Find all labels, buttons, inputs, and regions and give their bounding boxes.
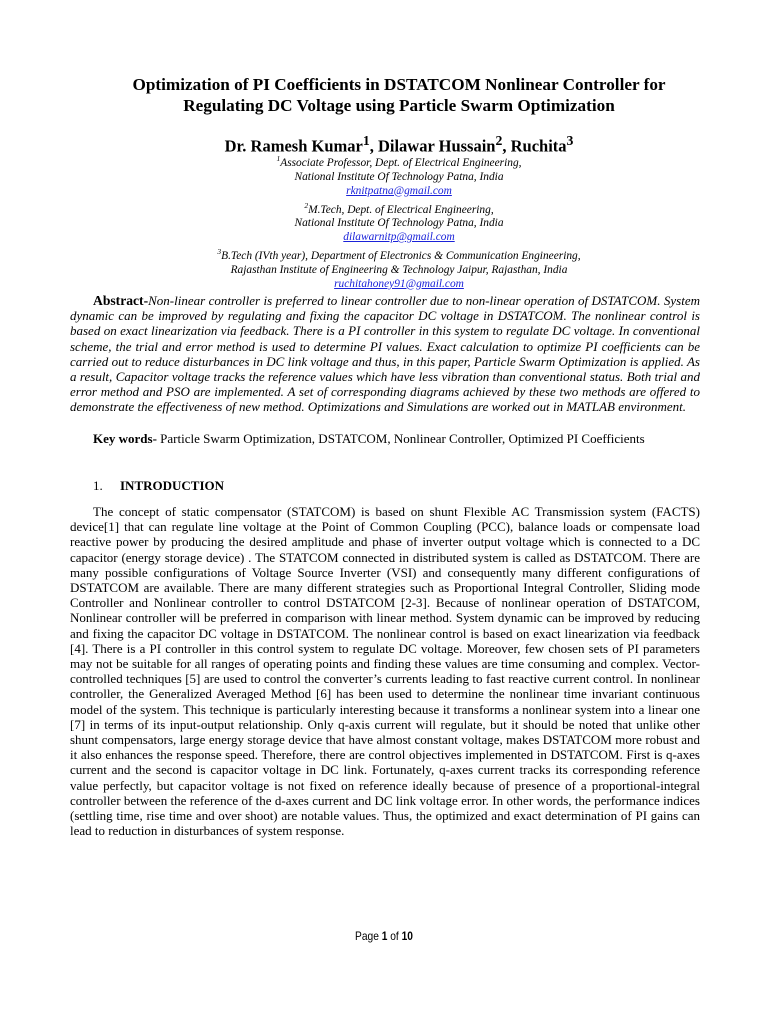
author-separator: , — [502, 136, 511, 156]
page-current: 1 — [381, 929, 388, 943]
abstract — [70, 293, 700, 415]
affiliation-superscript: 3 — [217, 247, 222, 257]
affiliation-superscript: 2 — [304, 200, 309, 210]
author-superscript: 1 — [362, 133, 370, 148]
email-link[interactable]: ruchitahoney91@gmail.com — [334, 277, 464, 290]
affiliation-block — [60, 152, 738, 292]
keywords — [70, 431, 700, 446]
author-name: Ruchita — [510, 136, 567, 156]
email-link[interactable]: dilawarnitp@gmail.com — [343, 231, 455, 244]
paper-title-line-2: Regulating DC Voltage using Particle Swarm Optimization — [183, 96, 615, 115]
affiliation-institute: Rajasthan Institute of Engineering & Technology Jaipur, Rajasthan, India — [230, 263, 568, 276]
author-name: Dr. Ramesh Kumar — [224, 136, 363, 156]
section-title: INTRODUCTION — [120, 478, 225, 493]
author-superscript: 3 — [566, 133, 574, 148]
paper-title-line-1: Optimization of PI Coefficients in DSTATCOM Nonlinear Controller for — [132, 75, 666, 94]
affiliation-institute: National Institute Of Technology Patna, India — [294, 170, 504, 183]
keywords-label: Key words- — [93, 431, 157, 446]
author-name: Dilawar Hussain — [377, 136, 496, 156]
introduction-paragraph: The concept of static compensator (STATCOM) is based on shunt Flexible AC Transmission system (FACTS) device[1] that can regulate line voltage at the Point of Common Coupling (PCC), balance loads or compensate load reactive power by producing the desired amplitude and phase of inverter output voltage which is connected to a DC capacitor (energy storage device) . The STATCOM connected in distributed system is called as DSTATCOM. There are many possible configurations of Voltage Source Inverter (VSI) and consequently many different configurations of DSTATCOM are available. There are many different strategies such as Proportional Integral Controller, Sliding mode Controller and Nonlinear controller to control DSTATCOM [2-3]. Because of nonlinear operation of DSTATCOM, Nonlinear controller will be preferred in comparison with linear method. System dynamic can be improved by reducing and fixing the capacitor DC voltage in DSTATCOM. The nonlinear control is based on exact linearization via feedback [4]. There is a PI controller in this control system to regulate DC voltage. Moreover, few chosen sets of PI parameters may not be suitable for all ranges of operating points and finding these values are time consuming and complex. Vector-controlled techniques [5] are used to control the converter’s currents leading to fast reactive current control. In nonlinear controller, the Generalized Averaged Method [6] has been used to determine the nonlinear time invariant continuous model of the system. This technique is particularly interesting because it transforms a nonlinear system into a linear one [7] in terms of its input-output relationship. Only q-axis current will regulate, but it should be noted that unlike other shunt compensators, large energy storage device that have almost constant voltage, makes DSTATCOM more robust and it also enhances the response speed. Therefore, there are control objectives implemented in DSTATCOM. First is q-axes current and the second is capacitor voltage in DC link. Fortunately, q-axes current tracks its corresponding reference value perfectly, but capacitor voltage is not fixed on reference ideally because of presence of a proportional-integral controller between the reference of the d-axes current and DC link voltage error. In other words, the performance indices (settling time, rise time and over shoot) are notable values. Thus, the optimized and exact determination of PI gains can lead to reduction in disturbances of system response. — [70, 504, 700, 839]
affiliation-line — [60, 199, 738, 218]
affiliation-text: B.Tech (IVth year), Department of Electronics & Communication Engineering, — [221, 249, 581, 262]
abstract-text: Non-linear controller is preferred to linear controller due to non-linear operation of DSTATCOM. System dynamic can be improved by regulating and fixing the capacitor DC voltage in DSTATCOM. The nonlinear control is based on exact linearization via feedback. There is a PI controller in this system to regulate DC voltage. In conventional scheme, the trial and error method is used to determine PI values. Exact calculation to optimize PI coefficients can be carried out to reduce disturbances in DC link voltage and thus, in this paper, Particle Swarm Optimization is applied. As a result, Capacitor voltage tracks the reference values which have less vibration than conventional status. Both trial and error method and PSO are implemented. A set of corresponding diagrams achieved by these two methods are offered to demonstrate the effectiveness of new method. Optimizations and Simulations are worked out in MATLAB environment. — [70, 293, 700, 415]
affiliation-text: Associate Professor, Dept. of Electrical Engineering, — [280, 156, 522, 169]
abstract-label: Abstract- — [93, 293, 149, 308]
page-total: 10 — [401, 929, 413, 943]
page-word: Page — [355, 929, 382, 943]
affiliation-line — [60, 152, 738, 171]
email-link[interactable]: rknitpatna@gmail.com — [346, 184, 452, 197]
affiliation-text: M.Tech, Dept. of Electrical Engineering, — [308, 203, 494, 216]
author-superscript: 2 — [495, 133, 503, 148]
keywords-text: Particle Swarm Optimization, DSTATCOM, Nonlinear Controller, Optimized PI Coefficients — [156, 431, 645, 446]
affiliation-institute: National Institute Of Technology Patna, India — [294, 217, 504, 230]
affiliation-line — [60, 245, 738, 264]
affiliation-superscript: 1 — [276, 154, 281, 163]
section-number: 1. — [93, 478, 103, 493]
page-footer — [58, 929, 711, 943]
author-separator: , — [369, 136, 378, 156]
page-of: of — [387, 929, 402, 943]
paper-title — [60, 74, 738, 116]
section-heading — [93, 478, 224, 493]
